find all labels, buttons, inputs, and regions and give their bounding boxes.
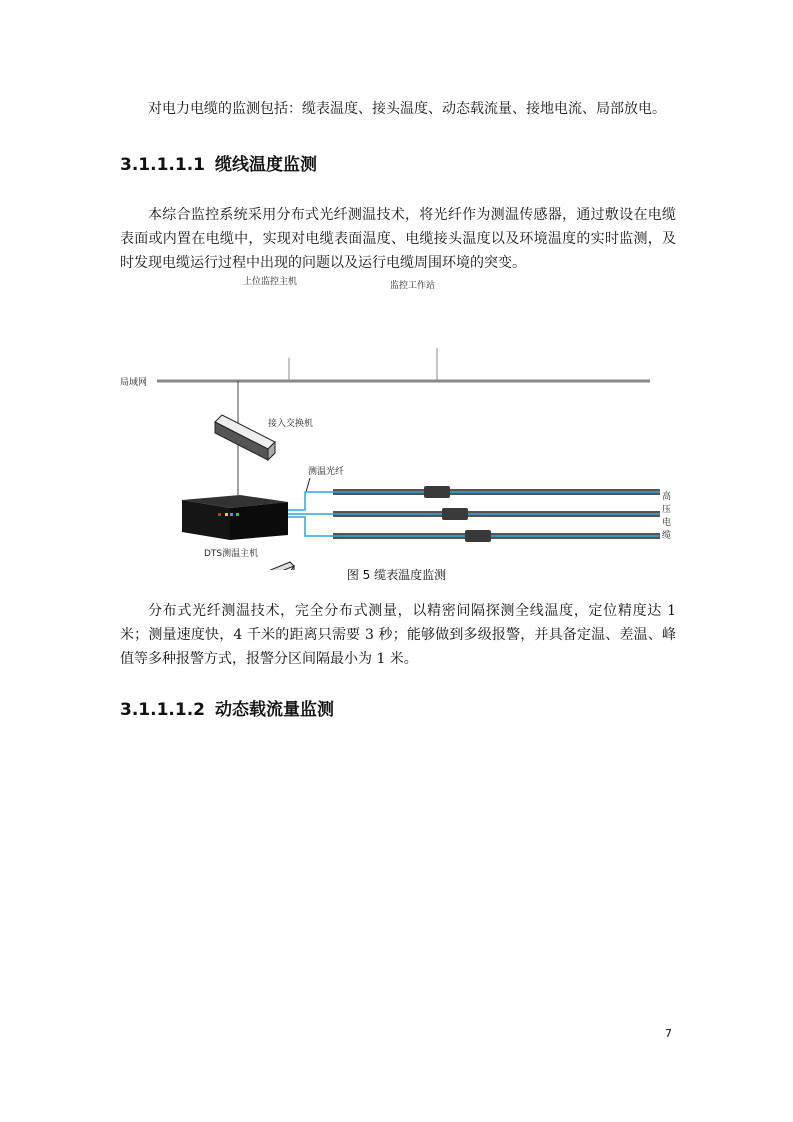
cable-joint <box>424 486 450 498</box>
cable-joint <box>442 508 468 520</box>
cable-label-char: 缆 <box>662 531 672 541</box>
cable-label-char: 电 <box>662 518 672 528</box>
fiber-label: 测温光纤 <box>308 467 345 477</box>
cable-label-char: 压 <box>662 505 672 515</box>
cable-joint <box>465 530 491 542</box>
section-heading-dynamic-ampacity <box>120 695 334 720</box>
intro-paragraph: 对电力电缆的监测包括：缆表温度、接头温度、动态载流量、接地电流、局部放电。 <box>148 101 666 117</box>
body-paragraph-2: 分布式光纤测温技术，完全分布式测量，以精密间隔探测全线温度，定位精度达 1 米；测量速度快，4 千米的距离只需要 3 秒；能够做到多级报警，并具备定温、差温、峰值等多种报警方式，报警分区间隔最小为 1 米。 <box>120 603 676 667</box>
switch-icon <box>215 415 275 460</box>
high-voltage-cables <box>288 486 660 542</box>
section-number: 3.1.1.1.2 <box>120 700 205 720</box>
workstation-label: 监控工作站 <box>390 281 436 291</box>
cable-label-char: 高 <box>662 492 672 502</box>
lan-label: 局域网 <box>120 378 148 388</box>
dts-label: DTS测温主机 <box>204 549 259 559</box>
figure-caption: 图 5 缆表温度监测 <box>346 568 447 582</box>
switch-label: 接入交换机 <box>268 419 314 429</box>
dts-host-icon <box>182 495 288 540</box>
section-number: 3.1.1.1.1 <box>120 155 205 175</box>
section-title: 动态载流量监测 <box>214 700 334 720</box>
server-label: 上位监控主机 <box>243 277 298 287</box>
section-title: 缆线温度监测 <box>214 155 317 175</box>
page-number: 7 <box>665 1027 672 1040</box>
body-paragraph-1: 本综合监控系统采用分布式光纤测温技术，将光纤作为测温传感器，通过敷设在电缆表面或内置在电缆中，实现对电缆表面温度、电缆接头温度以及环境温度的实时监测，及时发现电缆运行过程中出现的问题以及运行电缆周围环境的突变。 <box>120 207 676 271</box>
cable-temperature-diagram <box>0 270 793 570</box>
section-heading-cable-temperature <box>120 150 317 175</box>
